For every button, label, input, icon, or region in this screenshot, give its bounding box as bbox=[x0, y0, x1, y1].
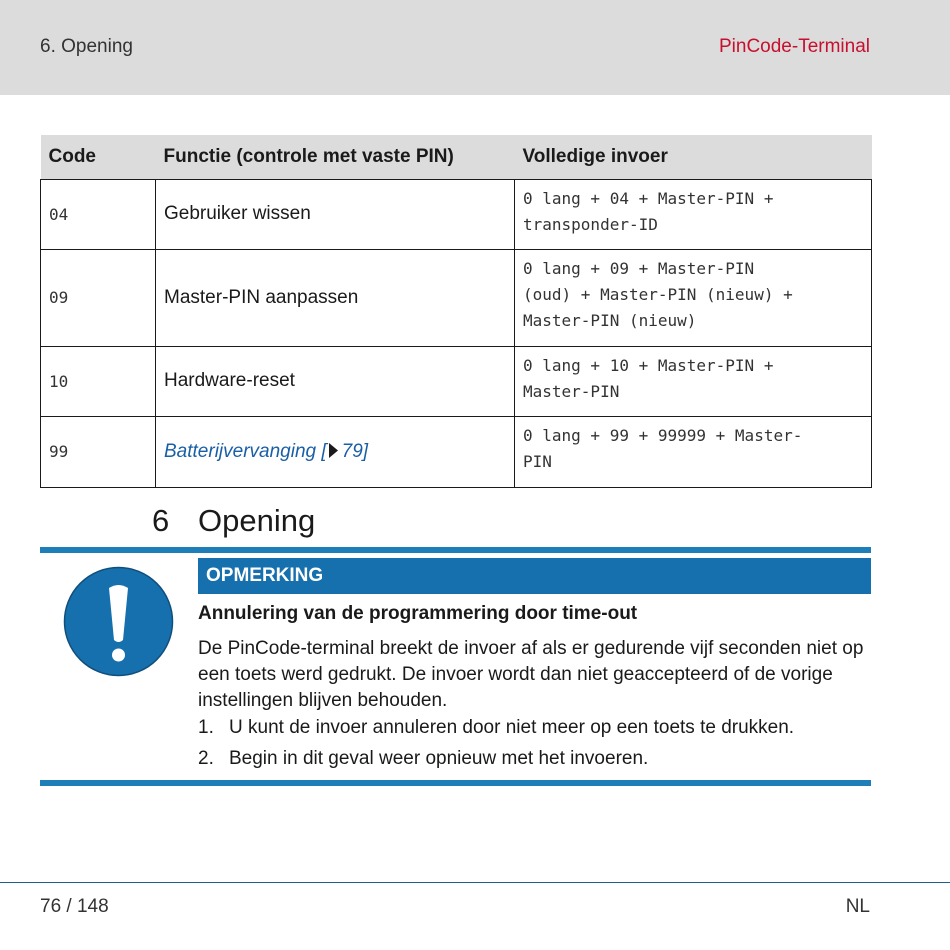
table-header-row bbox=[41, 135, 872, 179]
battery-replacement-link[interactable] bbox=[164, 441, 368, 462]
header-product-name: PinCode-Terminal bbox=[718, 36, 870, 57]
notice-label-bar bbox=[198, 558, 871, 594]
cell-code: 99 bbox=[41, 416, 156, 487]
exclamation-icon bbox=[63, 566, 174, 677]
notice-top-rule bbox=[40, 547, 871, 553]
footer-divider bbox=[0, 882, 950, 883]
cell-input bbox=[515, 346, 872, 416]
notice-heading: Annulering van de programmering door time-out bbox=[198, 603, 638, 624]
notice-label: OPMERKING bbox=[206, 565, 324, 586]
cell-function: Master-PIN aanpassen bbox=[156, 249, 515, 346]
input-line: Master-PIN bbox=[523, 381, 620, 401]
table-row bbox=[41, 249, 872, 346]
cell-code: 04 bbox=[41, 179, 156, 249]
input-line: 0 lang + 09 + Master-PIN bbox=[523, 258, 755, 278]
step-number: 1. bbox=[198, 717, 214, 738]
section-title: Opening bbox=[198, 503, 316, 538]
step-text: Begin in dit geval weer opnieuw met het invoeren. bbox=[229, 748, 649, 769]
cell-function: Hardware-reset bbox=[156, 346, 515, 416]
cell-input bbox=[515, 249, 872, 346]
cell-input bbox=[515, 416, 872, 487]
input-line: PIN bbox=[523, 451, 552, 471]
cell-input bbox=[515, 179, 872, 249]
page-number: 76 / 148 bbox=[40, 896, 109, 917]
input-line: transponder-ID bbox=[523, 214, 658, 234]
cell-code: 10 bbox=[41, 346, 156, 416]
cell-function: Gebruiker wissen bbox=[156, 179, 515, 249]
input-line: 0 lang + 10 + Master-PIN + bbox=[523, 355, 774, 375]
column-header-input: Volledige invoer bbox=[515, 135, 872, 179]
link-page-ref: 79] bbox=[341, 440, 369, 462]
column-header-code: Code bbox=[41, 135, 156, 179]
code-table bbox=[40, 135, 872, 488]
language-code: NL bbox=[845, 896, 870, 917]
page-header bbox=[0, 0, 950, 95]
header-section-title: 6. Opening bbox=[40, 36, 133, 57]
step-text: U kunt de invoer annuleren door niet meer op een toets te drukken. bbox=[229, 717, 795, 738]
notice-bottom-rule bbox=[40, 780, 871, 786]
input-line: 0 lang + 99 + 99999 + Master- bbox=[523, 425, 803, 445]
notice-body: De PinCode-terminal breekt de invoer af als er gedurende vijf seconden niet op een toets werd gedrukt. De invoer wordt dan niet geaccepteerd of de vorige instellingen blijven behouden. bbox=[198, 638, 864, 711]
input-line: 0 lang + 04 + Master-PIN + bbox=[523, 188, 774, 208]
column-header-function: Functie (controle met vaste PIN) bbox=[156, 135, 515, 179]
section-number: 6 bbox=[152, 503, 170, 538]
input-line: Master-PIN (nieuw) bbox=[523, 310, 697, 330]
table-row bbox=[41, 346, 872, 416]
table-row bbox=[41, 416, 872, 487]
cell-function bbox=[156, 416, 515, 487]
table-row bbox=[41, 179, 872, 249]
step-number: 2. bbox=[198, 748, 214, 769]
list-item bbox=[198, 748, 648, 770]
list-item bbox=[198, 717, 794, 739]
cell-code: 09 bbox=[41, 249, 156, 346]
link-text: Batterijvervanging [ bbox=[164, 440, 327, 462]
arrow-right-icon bbox=[327, 443, 338, 458]
input-line: (oud) + Master-PIN (nieuw) + bbox=[523, 284, 793, 304]
